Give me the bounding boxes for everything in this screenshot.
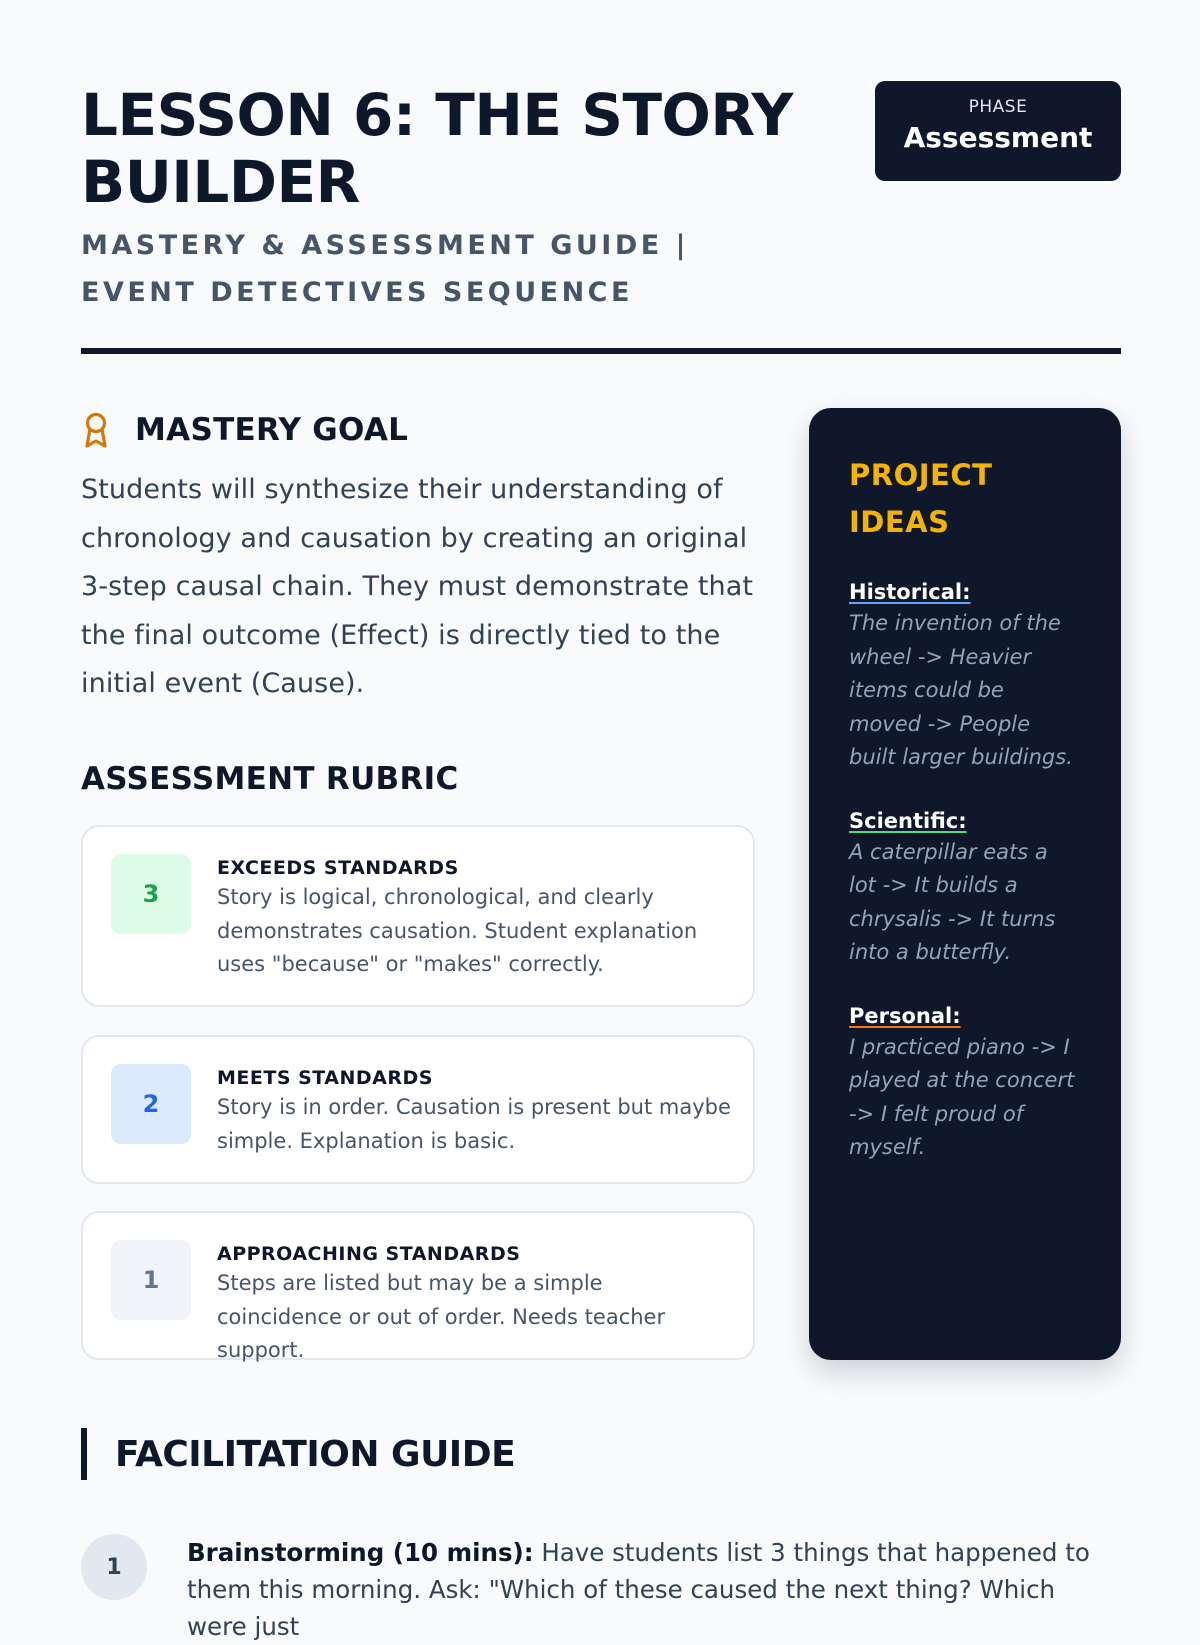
rubric-card-approaching	[81, 1211, 755, 1360]
facilitation-title: FACILITATION GUIDE	[115, 1433, 516, 1475]
header-divider	[81, 348, 1121, 354]
page-title: LESSON 6: THE STORY BUILDER	[81, 81, 793, 216]
phase-value: Assessment	[903, 121, 1093, 154]
step-body: Have students list 3 things that happened to them this morning. Ask: "Which of these caused the next thing? Which were just	[187, 1538, 1090, 1641]
facilitation-heading	[81, 1428, 515, 1480]
rubric-level-label: MEETS STANDARDS	[217, 1067, 433, 1089]
rubric-card-meets	[81, 1035, 755, 1184]
step-lead: Brainstorming (10 mins):	[187, 1538, 534, 1567]
idea-scientific	[849, 808, 1081, 970]
award-ribbon-icon	[81, 410, 111, 450]
mastery-goal-text: Students will synthesize their understanding of chronology and causation by creating an original 3-step causal chain. They must demonstrate that the final outcome (Effect) is directly tied to the initial event (Cause).	[81, 474, 754, 699]
phase-badge	[875, 81, 1121, 181]
idea-historical	[849, 579, 1081, 775]
idea-text: I practiced piano -> I played at the concert -> I felt proud of myself.	[849, 1034, 1075, 1159]
mastery-goal-heading	[81, 408, 755, 452]
idea-personal	[849, 1003, 1081, 1165]
rubric-title: ASSESSMENT RUBRIC	[81, 760, 459, 797]
rubric-card-exceeds	[81, 825, 755, 1007]
project-ideas-panel	[809, 408, 1121, 1360]
main-column	[81, 408, 755, 799]
page-header	[81, 82, 1121, 316]
score-badge: 1	[111, 1240, 191, 1320]
project-ideas-title: PROJECT IDEAS	[849, 458, 993, 539]
step-number: 1	[81, 1534, 147, 1600]
idea-label: Scientific:	[849, 808, 967, 833]
idea-label: Historical:	[849, 580, 971, 604]
rubric-level-description: Story is logical, chronological, and clearly demonstrates causation. Student explanation uses "because" or "makes" correctly.	[217, 885, 698, 976]
score-badge: 3	[111, 854, 191, 934]
heading-accent-bar	[81, 1428, 87, 1480]
idea-text: A caterpillar eats a lot -> It builds a chrysalis -> It turns into a butterfly.	[849, 839, 1056, 964]
step-text	[187, 1534, 1121, 1645]
rubric-level-label: EXCEEDS STANDARDS	[217, 857, 459, 879]
rubric-level-description: Steps are listed but may be a simple coincidence or out of order. Needs teacher support.	[217, 1271, 666, 1362]
idea-text: The invention of the wheel -> Heavier items could be moved -> People built larger buildings.	[849, 611, 1073, 769]
phase-label: PHASE	[968, 97, 1028, 117]
page-subtitle: MASTERY & ASSESSMENT GUIDE | EVENT DETECTIVES SEQUENCE	[81, 230, 689, 308]
idea-label: Personal:	[849, 1003, 961, 1028]
rubric-level-label: APPROACHING STANDARDS	[217, 1243, 521, 1265]
rubric-level-description: Story is in order. Causation is present but maybe simple. Explanation is basic.	[217, 1095, 731, 1153]
score-badge: 2	[111, 1064, 191, 1144]
mastery-goal-title: MASTERY GOAL	[135, 412, 409, 448]
